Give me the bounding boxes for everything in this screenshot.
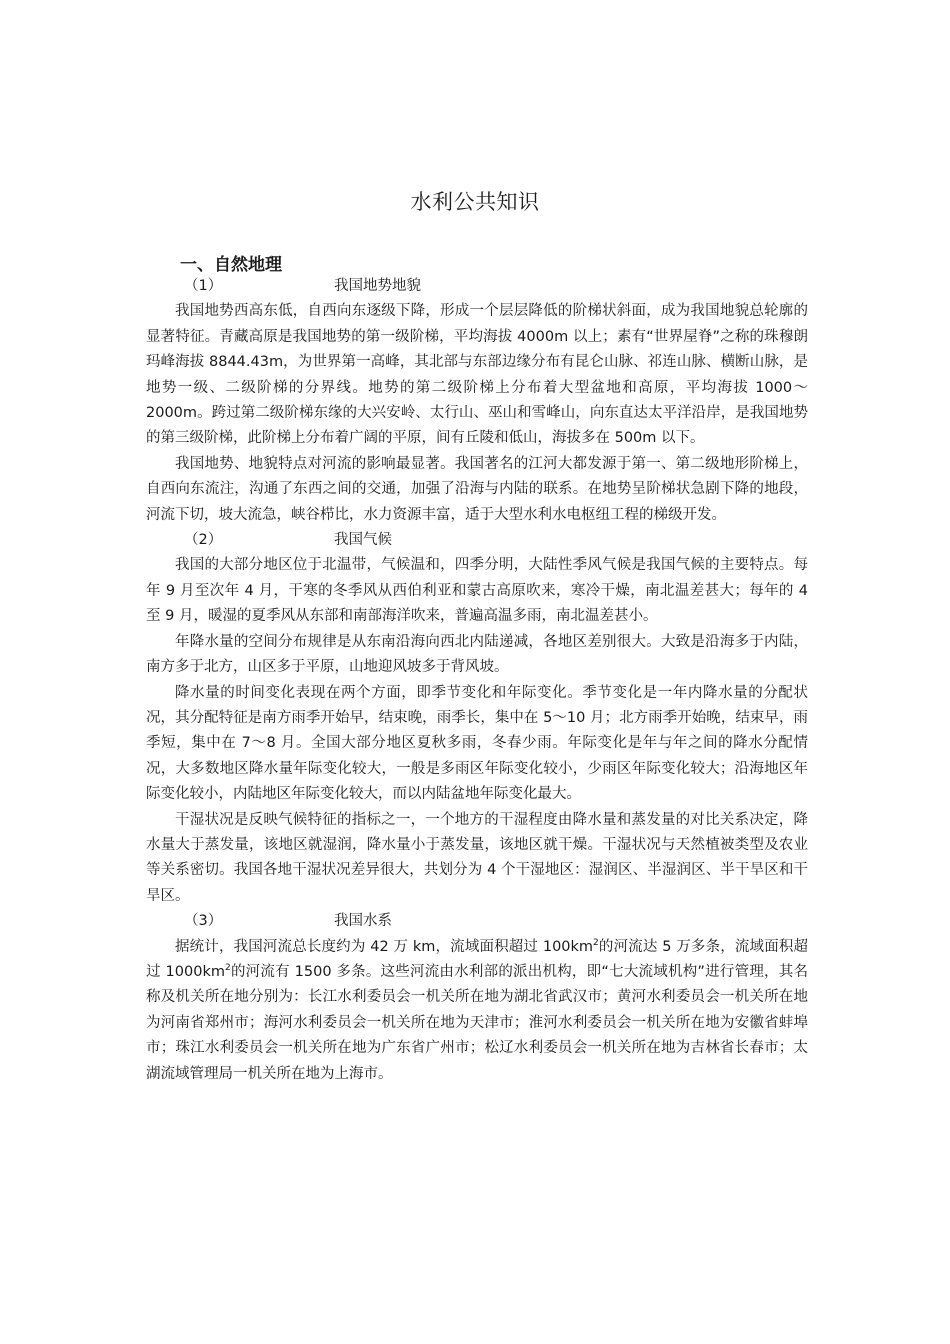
subsection-number: （1） <box>184 278 223 294</box>
subsection-title: 我国气候 <box>334 532 392 549</box>
text-run: 的河流达 5 万多条，流域面积超过 1000km <box>146 938 808 980</box>
text-run: 的河流有 1500 多条。这些河流由水利部的派出机构，即“七大流域机构”进行管理，其名称及机关所在地分别为：长江水利委员会一机关所在地为湖北省武汉市；黄河水利委员会一机关所在地为河南省郑州市；海河水利委员会一机关所在地为天津市；淮河水利委员会一机关所在地为安徽省蚌埠市；珠江水利委员会一机关所在地为广东省广州市；松辽水利委员会一机关所在地为吉林省长春市；太湖流域管理局一机关所在地为上海市。 <box>146 963 808 1082</box>
subsection-number: （3） <box>184 913 223 930</box>
document-title: 水利公共知识 <box>410 190 540 215</box>
document-body <box>146 274 808 1087</box>
section-heading-natural-geography: 一、自然地理 <box>180 255 282 276</box>
paragraph: 我国的大部分地区位于北温带，气候温和，四季分明，大陆性季风气候是我国气候的主要特点。每年 9 月至次年 4 月，干寒的冬季风从西伯利亚和蒙古高原吹来，寒冷干燥，南北温差甚大；每年的 4 至 9 月，暖湿的夏季风从东部和南部海洋吹来，普遍高温多雨，南北温差甚小。 <box>146 557 808 625</box>
subsection-title: 我国地势地貌 <box>334 278 421 294</box>
text-run: 据统计，我国河流总长度约为 42 万 km，流域面积超过 100km <box>175 938 594 955</box>
paragraph: 我国地势西高东低，自西向东逐级下降，形成一个层层降低的阶梯状斜面，成为我国地貌总轮廓的显著特征。青藏高原是我国地势的第一级阶梯，平均海拔 4000m 以上；素有“世界屋脊”之称的珠穆朗玛峰海拔 8844.43m，为世界第一高峰，其北部与东部边缘分布有昆仑山脉、祁连山脉、横断山脉，是地势一级、二级阶梯的分界线。地势的第二级阶梯上分布着大型盆地和高原，平均海拔 1000～2000m。跨过第二级阶梯东缘的大兴安岭、太行山、巫山和雪峰山，向东直达太平洋沿岸，是我国地势的第三级阶梯，此阶梯上分布着广阔的平原，间有丘陵和低山，海拔多在 500m 以下。 <box>146 303 808 447</box>
paragraph: 我国地势、地貌特点对河流的影响最显著。我国著名的江河大都发源于第一、第二级地形阶梯上，自西向东流注，沟通了东西之间的交通，加强了沿海与内陆的联系。在地势呈阶梯状急剧下降的地段，河流下切，坡大流急，峡谷栉比，水力资源丰富，适于大型水利水电枢纽工程的梯级开发。 <box>146 455 808 523</box>
paragraph: 降水量的时间变化表现在两个方面，即季节变化和年际变化。季节变化是一年内降水量的分配状况，其分配特征是南方雨季开始早，结束晚，雨季长，集中在 5～10 月；北方雨季开始晚，结束早，雨季短，集中在 7～8 月。全国大部分地区夏秋多雨，冬春少雨。年际变化是年与年之间的降水分配情况，大多数地区降水量年际变化较大，一般是多雨区年际变化较小，少雨区年际变化较大；沿海地区年际变化较小，内陆地区年际变化较大，而以内陆盆地年际变化最大。 <box>146 684 808 803</box>
subsection-heading-terrain <box>146 274 808 299</box>
superscript: 2 <box>593 937 599 948</box>
subsection-heading-climate <box>146 528 808 553</box>
subsection-number: （2） <box>184 532 223 549</box>
subsection-title: 我国水系 <box>334 913 392 930</box>
subsection-heading-water-system <box>146 909 808 934</box>
paragraph: 干湿状况是反映气候特征的指标之一，一个地方的干湿程度由降水量和蒸发量的对比关系决定，降水量大于蒸发量，该地区就湿润，降水量小于蒸发量，该地区就干燥。干湿状况与天然植被类型及农业等关系密切。我国各地干湿状况差异很大，共划分为 4 个干湿地区：湿润区、半湿润区、半干旱区和干旱区。 <box>146 811 808 904</box>
paragraph-water-system <box>146 935 808 1087</box>
superscript: 2 <box>224 963 231 974</box>
paragraph: 年降水量的空间分布规律是从东南沿海向西北内陆递减，各地区差别很大。大致是沿海多于内陆，南方多于北方，山区多于平原，山地迎风坡多于背风坡。 <box>146 633 808 676</box>
